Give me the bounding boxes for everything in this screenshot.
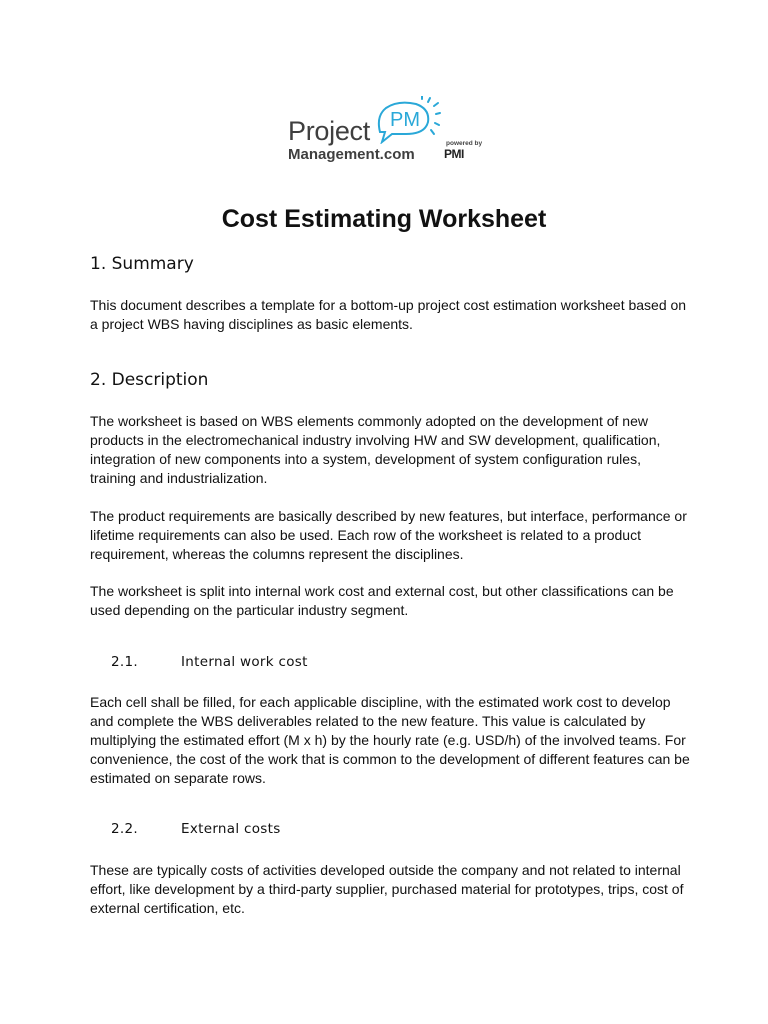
logo-pmi: PMI: [444, 147, 464, 161]
internal-work-cost-number: 2.1.: [111, 654, 138, 670]
internal-work-cost-paragraph: Each cell shall be filled, for each applicable discipline, with the estimated work cost to develop and complete the WBS deliverables related to the new feature. This value is calculated by multiplying the estimated effort (M x h) by the hourly rate (e.g. USD/h) of the involved teams. For convenience, the cost of the work that is common to the development of different features can be estimated on separate rows.: [90, 694, 690, 786]
external-costs-heading: [111, 820, 281, 838]
external-costs-label: External costs: [181, 821, 281, 837]
logo-word-management: Management.com: [288, 146, 415, 163]
summary-heading: 1. Summary: [90, 254, 194, 274]
pm-speech-bubble-icon: [372, 96, 442, 144]
logo-word-project: Project: [288, 116, 370, 146]
svg-text:PM: PM: [390, 109, 420, 131]
projectmanagement-logo: [288, 96, 488, 162]
external-costs-paragraph: These are typically costs of activities developed outside the company and not related to internal effort, like development by a third-party supplier, purchased material for prototypes, trips, cost of external certification, etc.: [90, 862, 684, 916]
description-paragraph-3: The worksheet is split into internal work cost and external cost, but other classifications can be used depending on the particular industry segment.: [90, 583, 674, 618]
internal-work-cost-label: Internal work cost: [181, 654, 308, 670]
description-heading: 2. Description: [90, 370, 209, 390]
logo-powered-by: powered by: [446, 140, 483, 147]
description-paragraph-1: The worksheet is based on WBS elements commonly adopted on the development of new products in the electromechanical industry involving HW and SW development, qualification, integration of new components into a system, development of system configuration rules, training and industrialization.: [90, 413, 661, 486]
external-costs-number: 2.2.: [111, 821, 138, 837]
description-paragraph-2: The product requirements are basically described by new features, but interface, performance or lifetime requirements can also be used. Each row of the worksheet is related to a product requirement, whereas the columns represent the disciplines.: [90, 508, 687, 562]
document-title: Cost Estimating Worksheet: [221, 205, 547, 233]
summary-paragraph: This document describes a template for a bottom-up project cost estimation worksheet based on a project WBS having disciplines as basic elements.: [90, 297, 687, 332]
internal-work-cost-heading: [111, 653, 308, 671]
